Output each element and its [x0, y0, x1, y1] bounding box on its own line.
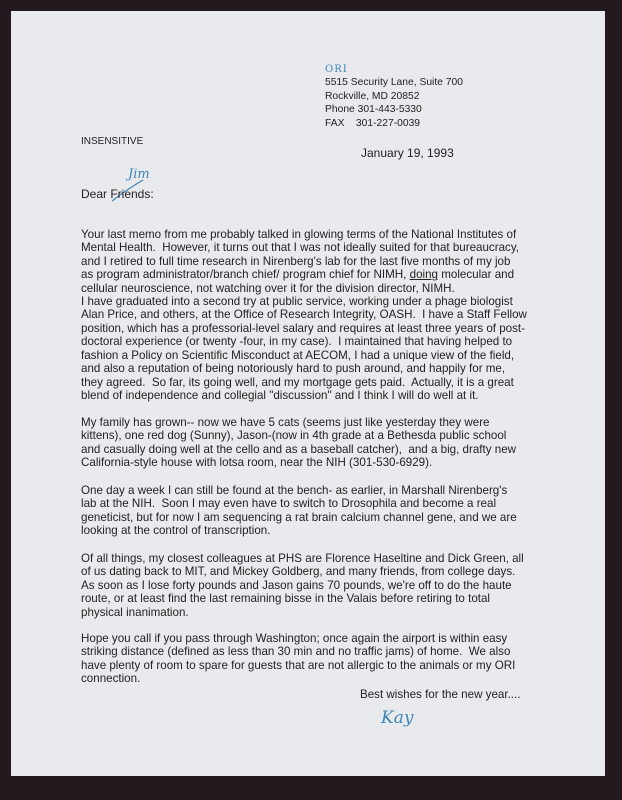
text-line: have plenty of room to spare for guests that are not allergic to the animals or my ORI: [81, 658, 516, 672]
classification-label: INSENSITIVE: [81, 136, 144, 147]
text-line: position, which has a professorial-level salary and requires at least three years of post-: [81, 321, 526, 335]
text-line: they agreed. So far, its going well, and my mortgage gets paid. Actually, it is a great: [81, 375, 514, 389]
text-line: and casually doing well at the cello and as a baseball catcher), and a big, drafty new: [81, 442, 517, 456]
paragraph-2: [81, 295, 527, 403]
text-line: California-style house with lotsa room, near the NIH (301-530-6929).: [81, 456, 433, 470]
text-line: connection.: [81, 672, 141, 686]
salutation-suffix: :: [150, 187, 154, 201]
salutation-prefix: Dear: [81, 187, 111, 201]
text-line-underlined: as program administrator/branch chief/ program chief for NIMH, doing molecular and: [81, 268, 515, 282]
text-line: Mental Health. However, it turns out that I was not ideally suited for that bureaucracy,: [81, 241, 519, 255]
paragraph-6: [81, 632, 515, 686]
text-line: fashion a Policy on Scientific Misconduct at AECOM, I had a unique view of the field,: [81, 348, 515, 362]
text-line: kittens), one red dog (Sunny), Jason-(now in 4th grade at a Bethesda public school: [81, 429, 507, 443]
underlined-word: doing: [409, 268, 438, 282]
text-line: Hope you call if you pass through Washington; once again the airport is within easy: [81, 632, 508, 645]
text-line: and I retired to full time research in Nirenberg's lab for the last five months of my job: [81, 254, 511, 268]
handwritten-signature: Kay: [381, 708, 414, 728]
text-line: Your last memo from me probably talked in glowing terms of the National Institutes of: [81, 228, 517, 241]
text-line: striking distance (defined as less than 30 min and no traffic jams) of home. We also: [81, 645, 511, 659]
text-line: of us dating back to MIT, and Mickey Goldberg, and many friends, from college days.: [81, 565, 516, 579]
salutation: [81, 188, 154, 201]
address-line: Phone 301-443-5330: [325, 104, 422, 116]
paragraph-1: [81, 228, 519, 295]
text-line: and also a reputation of being notoriously hard to push around, and happily for me,: [81, 362, 506, 376]
text-line: lab at the NIH. Soon I may even have to switch to Drosophila and become a real: [81, 497, 497, 511]
handwritten-name: Jim: [128, 167, 150, 182]
text-line: One day a week I can still be found at the bench- as earlier, in Marshall Nirenberg's: [81, 484, 508, 497]
paragraph-5: [81, 552, 524, 619]
address-line: FAX 301-227-0039: [325, 117, 421, 129]
address-line: Rockville, MD 20852: [325, 90, 420, 102]
handwritten-ori-note: ORI: [325, 64, 348, 75]
text-line: route, or at least find the last remaining bisse in the Valais before retiring to total: [81, 592, 491, 606]
text-line: As soon as I lose forty pounds and Jason gains 70 pounds, we're off to do the haute: [81, 578, 512, 592]
text-line: blend of independence and collegial "discussion" and I think I will do well at it.: [81, 389, 479, 403]
address-line: 5515 Security Lane, Suite 700: [325, 77, 463, 88]
text-line: geneticist, but for now I am sequencing a rat brain calcium channel gene, and we are: [81, 510, 517, 524]
salutation-struck-word: Friends: [110, 187, 151, 201]
text-line: Of all things, my closest colleagues at PHS are Florence Haseltine and Dick Green, all: [81, 552, 524, 565]
paragraph-4: [81, 484, 517, 538]
text-line: doctoral experience (or twenty -four, in my case). I maintained that having helped to: [81, 335, 513, 349]
text-line: My family has grown-- now we have 5 cats (seems just like yesterday they were: [81, 416, 490, 429]
text-line: Alan Price, and others, at the Office of Research Integrity, OASH. I have a Staff Fellow: [81, 308, 527, 322]
letter-date: January 19, 1993: [361, 146, 454, 160]
text-line: looking at the control of transcription.: [81, 524, 271, 538]
paragraph-3: [81, 416, 516, 470]
closing-line: Best wishes for the new year....: [360, 688, 521, 701]
text-line: I have graduated into a second try at public service, working under a phage biologist: [81, 295, 513, 308]
text-line: physical inanimation.: [81, 605, 189, 619]
text-line: cellular neuroscience, not watching over it for the division director, NIMH.: [81, 281, 455, 295]
letterhead-address: [325, 76, 463, 130]
